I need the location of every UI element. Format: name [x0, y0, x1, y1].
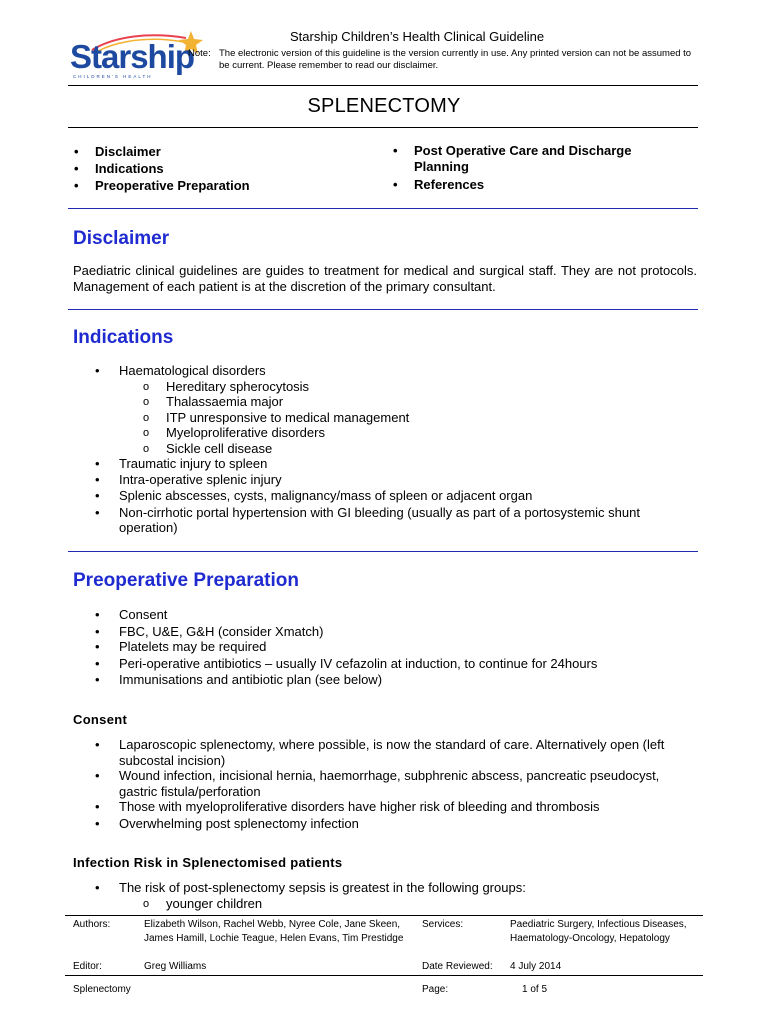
preoperative-list: [73, 607, 697, 688]
document-name: Splenectomy: [73, 984, 131, 995]
list-item: o Sickle cell disease: [73, 441, 697, 457]
authors-value: Elizabeth Wilson, Rachel Webb, Nyree Cole, Jane Skeen, James Hamill, Lochie Teague, Helen Evans, Tim Prestidge: [144, 919, 404, 944]
toc-link-references[interactable]: • References: [393, 176, 683, 193]
consent-list: [73, 737, 697, 831]
document-title: SPLENECTOMY: [307, 95, 461, 117]
toc-link-postoperative[interactable]: • Post Operative Care and Discharge Planning: [393, 143, 683, 174]
infection-risk-list: [73, 880, 697, 911]
list-item: o Thalassaemia major: [73, 394, 697, 410]
list-item: • Non-cirrhotic portal hypertension with GI bleeding (usually as part of a portosystemic shunt operation): [73, 505, 697, 536]
editor-value: Greg Williams: [144, 961, 207, 972]
section-divider: [68, 551, 698, 552]
list-item: • FBC, U&E, G&H (consider Xmatch): [73, 624, 697, 640]
list-item: • The risk of post-splenectomy sepsis is greatest in the following groups:: [73, 880, 697, 896]
list-item: • Splenic abscesses, cysts, malignancy/mass of spleen or adjacent organ: [73, 488, 697, 504]
guideline-title: Starship Children’s Health Clinical Guideline: [290, 29, 545, 44]
header-divider: [68, 85, 698, 86]
toc-left: [74, 143, 364, 194]
list-item: • Wound infection, incisional hernia, haemorrhage, subphrenic abscess, pancreatic pseudocyst, gastric fistula/perforation: [73, 768, 697, 799]
preoperative-heading: Preoperative Preparation: [73, 570, 299, 591]
list-item: • Peri-operative antibiotics – usually IV cefazolin at induction, to continue for 24hours: [73, 656, 697, 672]
section-divider: [68, 208, 698, 209]
disclaimer-text: Paediatric clinical guidelines are guides to treatment for medical and surgical staff. They are not protocols. Management of each patient is at the discretion of the primary consultant.: [73, 263, 697, 294]
consent-heading: Consent: [73, 712, 128, 727]
authors-label: Authors:: [73, 919, 111, 930]
services-label: Services:: [422, 919, 464, 930]
list-item: o ITP unresponsive to medical management: [73, 410, 697, 426]
list-item: o younger children: [73, 896, 697, 912]
indications-list: [73, 363, 697, 536]
toc-link-disclaimer[interactable]: • Disclaimer: [74, 143, 364, 160]
starship-logo: Starship CHILDREN'S HEALTH: [70, 30, 210, 80]
toc-right: [393, 143, 683, 193]
editor-label: Editor:: [73, 961, 102, 972]
services-value: Paediatric Surgery, Infectious Diseases, Haematology-Oncology, Hepatology: [510, 919, 687, 944]
date-reviewed-value: 4 July 2014: [510, 961, 562, 972]
list-item: o Hereditary spherocytosis: [73, 379, 697, 395]
page-label: Page:: [422, 984, 449, 995]
list-item: o Myeloproliferative disorders: [73, 425, 697, 441]
list-item: • Platelets may be required: [73, 639, 697, 655]
list-item: • Immunisations and antibiotic plan (see below): [73, 672, 697, 688]
title-divider: [68, 127, 698, 128]
list-item: • Laparoscopic splenectomy, where possible, is now the standard of care. Alternatively open (left subcostal incision): [73, 737, 697, 768]
list-item: • Overwhelming post splenectomy infection: [73, 816, 697, 832]
toc-link-preoperative[interactable]: • Preoperative Preparation: [74, 177, 364, 194]
list-item: • Those with myeloproliferative disorders have higher risk of bleeding and thrombosis: [73, 799, 697, 815]
list-item: • Consent: [73, 607, 697, 623]
infection-risk-heading: Infection Risk in Splenectomised patients: [73, 855, 343, 870]
page-number: 1 of 5: [522, 984, 548, 995]
footer-divider: [65, 975, 703, 976]
list-item: • Intra-operative splenic injury: [73, 472, 697, 488]
indications-heading: Indications: [73, 327, 174, 348]
footer-divider: [65, 915, 703, 916]
list-item: • Traumatic injury to spleen: [73, 456, 697, 472]
disclaimer-heading: Disclaimer: [73, 228, 170, 249]
note-text: The electronic version of this guideline is the version currently in use. Any printed version can not be assumed to be current. Please remember to read our disclaimer.: [219, 48, 692, 71]
section-divider: [68, 309, 698, 310]
date-reviewed-label: Date Reviewed:: [422, 961, 493, 972]
note-label: Note:: [188, 48, 211, 59]
list-item: • Haematological disorders: [73, 363, 697, 379]
toc-link-indications[interactable]: • Indications: [74, 160, 364, 177]
